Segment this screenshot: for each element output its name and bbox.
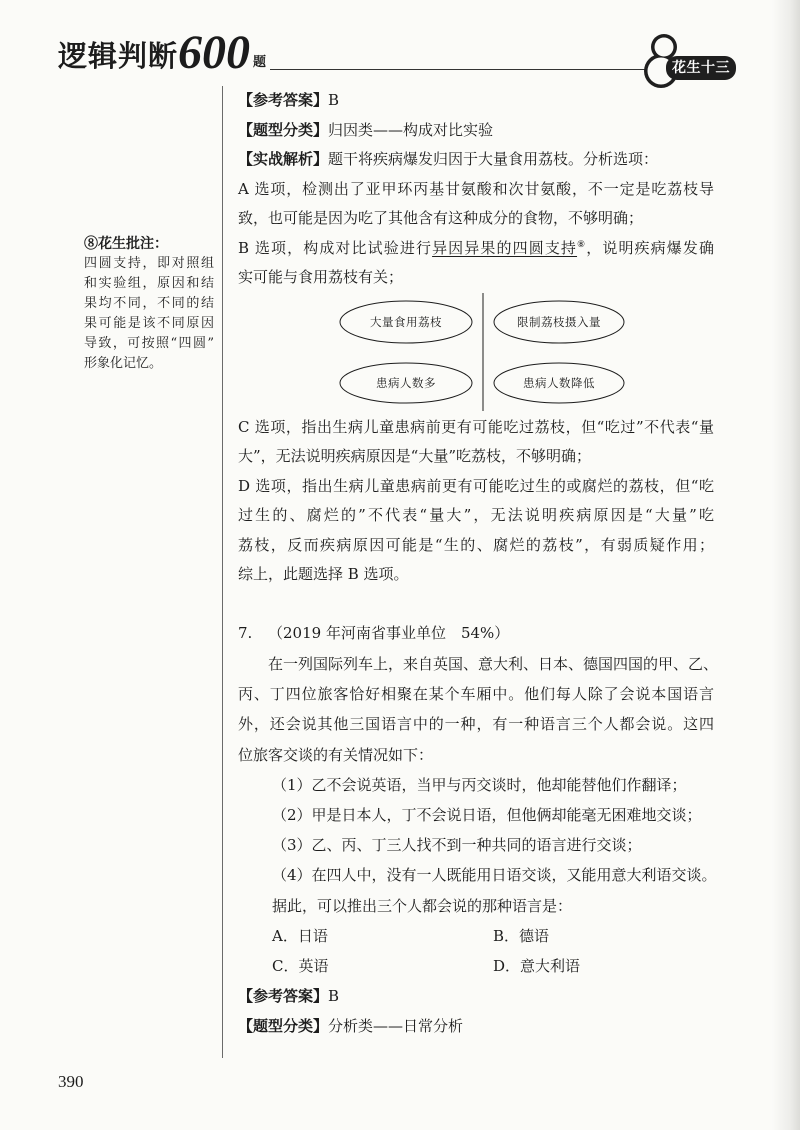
question-number: 7. (238, 624, 253, 642)
option-letter: A． (272, 926, 298, 945)
book-title-suffix: 题 (253, 55, 267, 70)
option-b-prefix: B 选项，构成对比试验进行 (238, 238, 433, 257)
question-condition: （2）甲是日本人，丁不会说日语，但他俩却能毫无困难地交谈； (272, 805, 702, 824)
category-tag: 【题型分类】 (238, 120, 329, 139)
control-condition-label: 限制荔枝摄入量 (517, 314, 601, 329)
category-value: 归因类——构成对比实验 (328, 120, 494, 139)
annotation-line: 形象化记忆。 (84, 356, 163, 371)
question-stem-line: 丙、丁四位旅客恰好相聚在某个车厢中。他们每人除了会说本国语言 (238, 685, 714, 704)
option-b-underlined: 异因异果的四圆支持 (432, 238, 578, 257)
question-7 (238, 617, 719, 1041)
side-annotation (84, 234, 214, 374)
annotation-line: 和实验组，原因和结 (84, 276, 214, 291)
brand-logo (640, 32, 744, 92)
option-d-analysis: 过生的、腐烂的”不代表“量大”，无法说明疾病原因是“大量”吃 (238, 506, 714, 524)
question-header (238, 617, 714, 649)
option-d (493, 951, 714, 981)
option-a (272, 921, 493, 951)
question-stem-line: 在一列国际列车上，来自英国、意大利、日本、德国四国的甲、乙、 (268, 655, 719, 673)
answer-line (238, 86, 714, 116)
book-title: 逻辑判断 (58, 39, 179, 73)
book-title-number: 600 (178, 26, 250, 79)
answer-value: B (328, 91, 340, 109)
option-c-analysis: 大”，无法说明疾病原因是“大量”吃荔枝，不够明确； (238, 447, 592, 465)
option-d-analysis: D 选项，指出生病儿童患病前更有可能吃过生的或腐烂的荔枝，但“吃 (238, 476, 714, 495)
experiment-result-label: 患病人数多 (376, 375, 436, 390)
option-text: 英语 (298, 956, 329, 975)
option-text: 日语 (297, 926, 328, 945)
options-row (238, 951, 714, 981)
category-tag: 【题型分类】 (238, 1017, 329, 1036)
four-circle-diagram (238, 293, 714, 413)
option-text: 德语 (519, 926, 550, 945)
analysis-intro: 题干将疾病爆发归因于大量食用荔枝。分析选项： (328, 150, 659, 168)
solution-section (238, 86, 714, 590)
question-source: （2019 年河南省事业单位 54%） (268, 624, 510, 642)
option-letter: C． (272, 956, 299, 975)
answer-line (238, 981, 714, 1011)
analysis-line (238, 145, 714, 175)
margin-rule (222, 86, 223, 1058)
running-header (58, 26, 748, 90)
option-a-analysis: 致，也可能是因为吃了其他含有这种成分的食物，不够明确； (238, 209, 644, 227)
option-a-analysis: A 选项，检测出了亚甲环丙基甘氨酸和次甘氨酸，不一定是吃荔枝导 (238, 179, 714, 198)
annotation-line: 导致，可按照“四圆” (84, 336, 214, 351)
control-result-label: 患病人数降低 (523, 375, 595, 390)
option-b-analysis (238, 234, 714, 264)
options-row (238, 921, 714, 951)
question-condition: （1）乙不会说英语，当甲与丙交谈时，他却能替他们作翻译； (272, 775, 687, 794)
option-b (493, 921, 714, 951)
option-b-suffix: ，说明疾病爆发确 (586, 238, 714, 257)
question-prompt: 据此，可以推出三个人都会说的那种语言是： (272, 896, 573, 915)
footnote-marker: ⑧ (577, 239, 587, 250)
page-number: 390 (58, 1072, 84, 1091)
answer-tag: 【参考答案】 (238, 91, 329, 109)
annotation-line: 果可能是该不同原因 (84, 316, 214, 331)
question-stem-line: 外，还会说其他三国语言中的一种，有一种语言三个人都会说。这四 (238, 715, 714, 734)
experiment-condition-label: 大量食用荔枝 (370, 314, 442, 329)
analysis-tag: 【实战解析】 (238, 150, 329, 168)
category-line (238, 116, 714, 146)
brand-logo-text: 花生十三 (666, 56, 736, 80)
category-line (238, 1011, 714, 1041)
option-text: 意大利语 (520, 956, 581, 975)
option-d-analysis: 荔枝，反而疾病原因可能是“生的、腐烂的荔枝”，有弱质疑作用； (238, 535, 714, 554)
header-rule (270, 69, 646, 70)
question-stem-line: 位旅客交谈的有关情况如下： (238, 745, 434, 764)
answer-tag: 【参考答案】 (238, 987, 329, 1006)
option-c (272, 951, 493, 981)
option-letter: D． (493, 956, 521, 975)
option-letter: B． (493, 926, 520, 945)
category-value: 分析类——日常分析 (328, 1017, 464, 1036)
annotation-line: 四圆支持，即对照组 (84, 256, 214, 271)
annotation-line: 果均不同，不同的结 (84, 296, 214, 311)
answer-value: B (328, 987, 340, 1006)
option-c-analysis: C 选项，指出生病儿童患病前更有可能吃过荔枝，但“吃过”不代表“量 (238, 417, 714, 436)
conclusion-line: 综上，此题选择 B 选项。 (238, 565, 409, 583)
annotation-title: ⑧花生批注： (84, 236, 168, 252)
question-condition: （4）在四人中，没有一人既能用日语交谈，又能用意大利语交谈。 (272, 866, 717, 885)
option-b-analysis: 实可能与食用荔枝有关； (238, 268, 404, 286)
question-condition: （3）乙、丙、丁三人找不到一种共同的语言进行交谈； (272, 836, 642, 855)
